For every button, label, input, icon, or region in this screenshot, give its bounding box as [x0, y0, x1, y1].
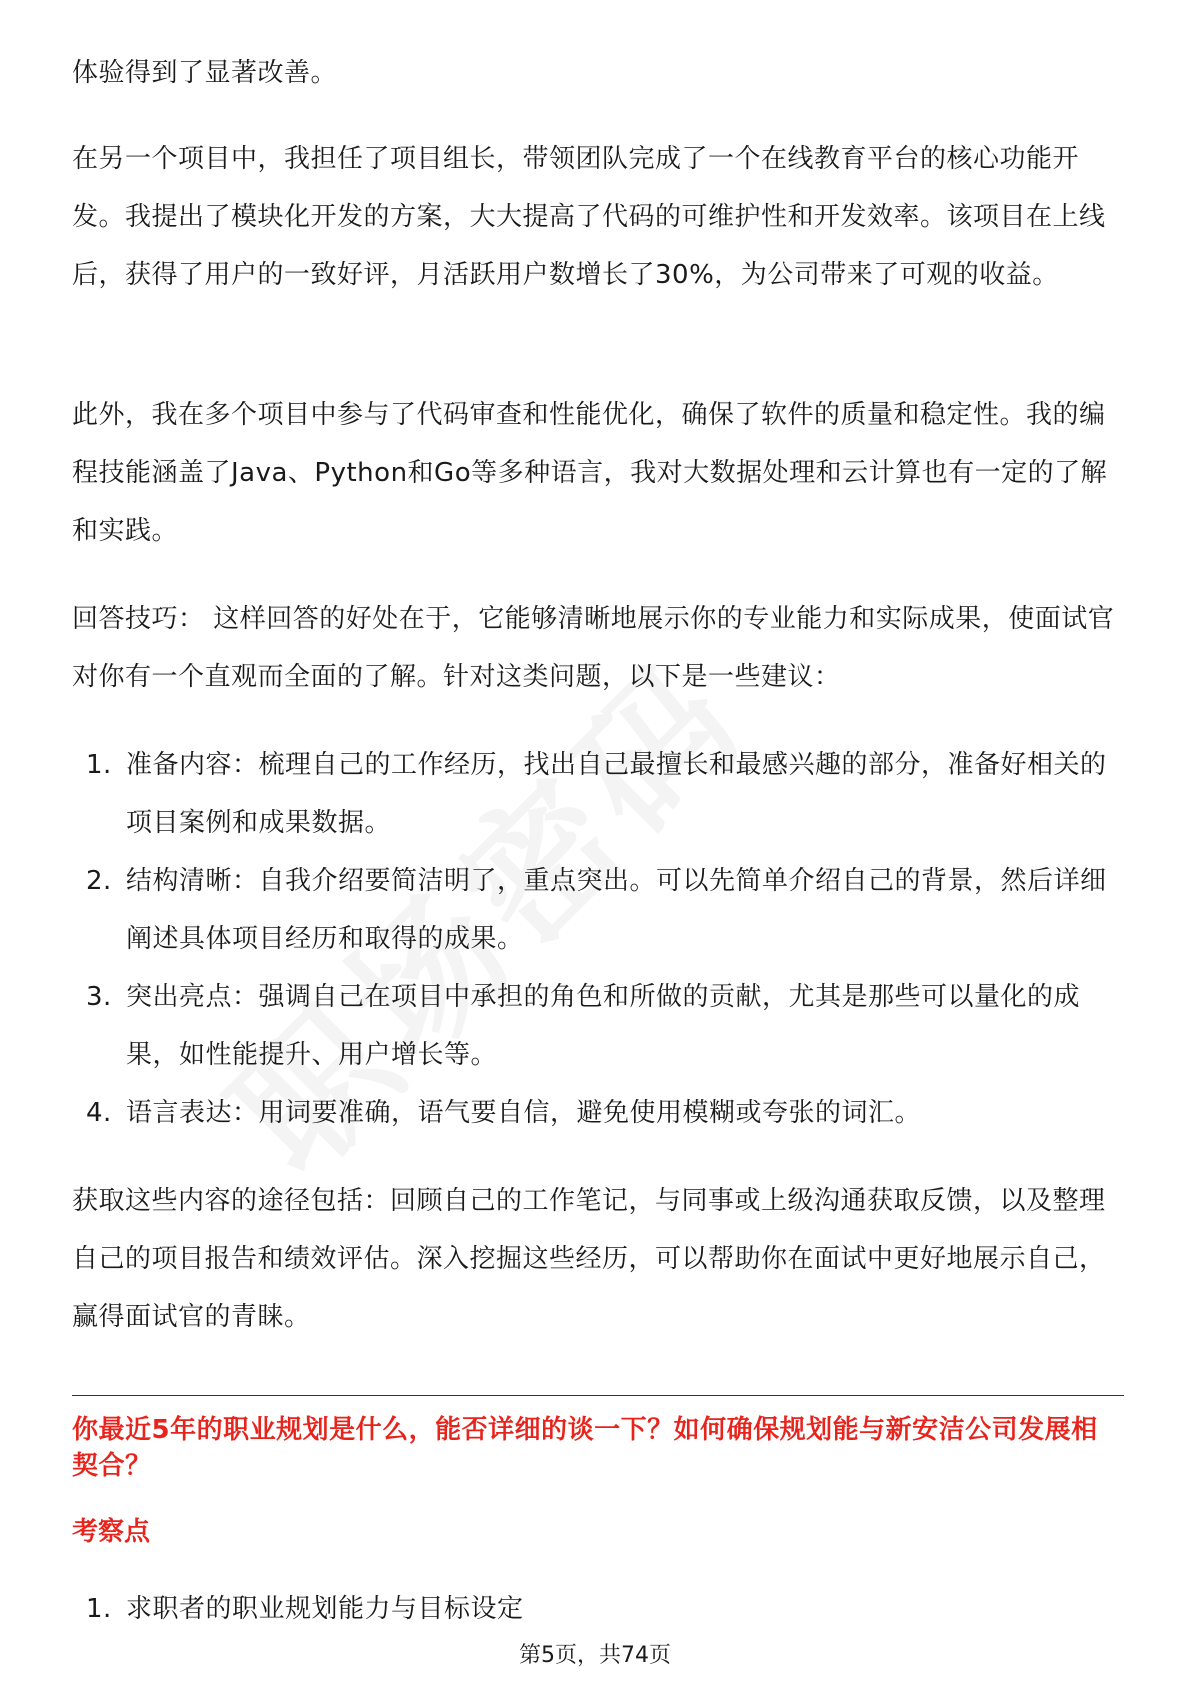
page-footer: 第5页，共74页 — [519, 1643, 671, 1668]
list-item-text: 突出亮点：强调自己在项目中承担的角色和所做的贡献，尤其是那些可以量化的成果，如性能提升、用户增长等。 — [126, 982, 1081, 1070]
section-divider — [72, 1395, 1124, 1396]
list-item — [72, 852, 1124, 968]
paragraph-skills: 此外，我在多个项目中参与了代码审查和性能优化，确保了软件的质量和稳定性。我的编程技能涵盖了Java、Python和Go等多种语言，我对大数据处理和云计算也有一定的了解和实践。 — [72, 400, 1108, 546]
list-number: 1. — [86, 1594, 112, 1624]
list-item — [72, 736, 1124, 852]
list-item — [72, 1580, 1124, 1638]
assessment-points-heading: 考察点 — [72, 1517, 151, 1547]
list-number: 4. — [86, 1098, 112, 1128]
paragraph-answer-tips: 回答技巧： 这样回答的好处在于，它能够清晰地展示你的专业能力和实际成果，使面试官对你有一个直观而全面的了解。针对这类问题，以下是一些建议： — [72, 604, 1115, 692]
tips-list — [72, 736, 1124, 1142]
list-item-text: 求职者的职业规划能力与目标设定 — [126, 1594, 524, 1624]
assessment-points-list — [72, 1580, 1124, 1638]
list-item-text: 准备内容：梳理自己的工作经历，找出自己最擅长和最感兴趣的部分，准备好相关的项目案例和成果数据。 — [126, 750, 1107, 838]
paragraph-project-lead: 在另一个项目中，我担任了项目组长，带领团队完成了一个在线教育平台的核心功能开发。我提出了模块化开发的方案，大大提高了代码的可维护性和开发效率。该项目在上线后，获得了用户的一致好评，月活跃用户数增长了30%，为公司带来了可观的收益。 — [72, 144, 1106, 290]
list-number: 3. — [86, 982, 112, 1012]
paragraph-intro-tail: 体验得到了显著改善。 — [72, 58, 338, 88]
list-item-text: 语言表达：用词要准确，语气要自信，避免使用模糊或夸张的词汇。 — [126, 1098, 922, 1128]
list-number: 2. — [86, 866, 112, 896]
list-number: 1. — [86, 750, 112, 780]
question-heading: 你最近5年的职业规划是什么，能否详细的谈一下？如何确保规划能与新安洁公司发展相契合？ — [72, 1415, 1098, 1481]
list-item-text: 结构清晰：自我介绍要简洁明了，重点突出。可以先简单介绍自己的背景，然后详细阐述具体项目经历和取得的成果。 — [126, 866, 1107, 954]
paragraph-sources: 获取这些内容的途径包括：回顾自己的工作笔记，与同事或上级沟通获取反馈，以及整理自己的项目报告和绩效评估。深入挖掘这些经历，可以帮助你在面试中更好地展示自己，赢得面试官的青睐。 — [72, 1186, 1106, 1332]
list-item — [72, 968, 1124, 1084]
list-item — [72, 1084, 1124, 1142]
